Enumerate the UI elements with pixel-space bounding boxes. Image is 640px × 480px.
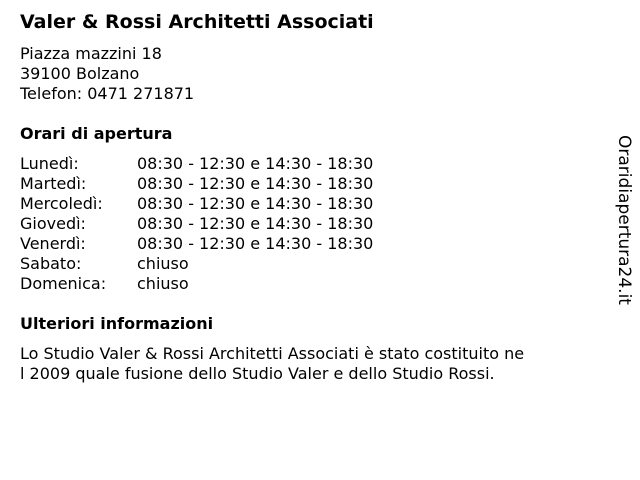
city-address: 39100 Bolzano	[20, 64, 140, 83]
hours-row-saturday	[20, 254, 440, 274]
day-label: Mercoledì:	[20, 194, 103, 213]
site-watermark: Oraridiapertura24.it	[614, 135, 634, 305]
time-value: 08:30 - 12:30 e 14:30 - 18:30	[137, 194, 374, 213]
street-address: Piazza mazzini 18	[20, 44, 162, 63]
business-name: Valer & Rossi Architetti Associati	[20, 11, 374, 33]
time-value: 08:30 - 12:30 e 14:30 - 18:30	[137, 154, 374, 173]
time-value: 08:30 - 12:30 e 14:30 - 18:30	[137, 174, 374, 193]
time-value: 08:30 - 12:30 e 14:30 - 18:30	[137, 234, 374, 253]
hours-row-monday	[20, 154, 440, 174]
opening-hours-heading: Orari di apertura	[20, 124, 173, 143]
hours-row-wednesday	[20, 194, 440, 214]
time-value: 08:30 - 12:30 e 14:30 - 18:30	[137, 214, 374, 233]
day-label: Venerdì:	[20, 234, 86, 253]
opening-hours-table	[20, 154, 440, 294]
hours-row-thursday	[20, 214, 440, 234]
info-line: l 2009 quale fusione dello Studio Valer e dello Studio Rossi.	[20, 364, 495, 383]
hours-row-sunday	[20, 274, 440, 294]
time-value: chiuso	[137, 274, 189, 293]
day-label: Martedì:	[20, 174, 87, 193]
additional-info-heading: Ulteriori informazioni	[20, 314, 214, 333]
business-address	[20, 44, 194, 104]
additional-info-text	[20, 344, 580, 384]
info-line: Lo Studio Valer & Rossi Architetti Associati è stato costituito ne	[20, 344, 525, 363]
day-label: Domenica:	[20, 274, 107, 293]
hours-row-friday	[20, 234, 440, 254]
day-label: Sabato:	[20, 254, 82, 273]
day-label: Lunedì:	[20, 154, 79, 173]
day-label: Giovedì:	[20, 214, 86, 233]
time-value: chiuso	[137, 254, 189, 273]
hours-row-tuesday	[20, 174, 440, 194]
phone-number: Telefon: 0471 271871	[20, 84, 195, 103]
